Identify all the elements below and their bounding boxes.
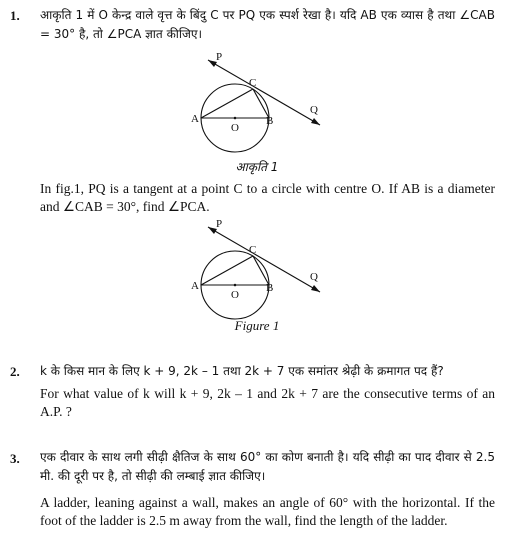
label-p: P xyxy=(216,218,223,230)
question-text-hindi: आकृति 1 में O केन्द्र वाले वृत्त के बिंदु C पर PQ एक स्पर्श रेखा है। यदि AB एक व्यास है तथा ∠CAB = 30° है, तो ∠PCA ज्ञात कीजिए। xyxy=(40,8,495,41)
label-b: B xyxy=(266,115,274,127)
question-number: 2. xyxy=(10,364,20,379)
question-text-english: A ladder, leaning against a wall, makes an angle of 60° with the horizontal. If the foot of the ladder is 2.5 m away from the wall, find the length of the ladder. xyxy=(40,495,495,528)
label-c: C xyxy=(249,244,257,256)
question-number: 3. xyxy=(10,451,20,466)
figure-circle-tangent-english xyxy=(180,217,340,327)
label-o: O xyxy=(231,289,239,301)
label-c: C xyxy=(249,77,257,89)
label-o: O xyxy=(231,122,239,134)
question-number: 1. xyxy=(10,8,20,23)
question-text-hindi: एक दीवार के साथ लगी सीढ़ी क्षैतिज के साथ 60° का कोण बनाती है। यदि सीढ़ी का पाद दीवार से 2.5 मी. की दूरी पर है, तो सीढ़ी की लम्बाई ज्ञात कीजिए। xyxy=(40,450,495,483)
figure-caption-english: Figure 1 xyxy=(234,318,280,333)
question-text-english: For what value of k will k + 9, 2k – 1 and 2k + 7 are the consecutive terms of an A.P. ? xyxy=(40,386,495,419)
label-q: Q xyxy=(310,104,318,116)
label-q: Q xyxy=(310,271,318,283)
question-text-english: In fig.1, PQ is a tangent at a point C to a circle with centre O. If AB is a diameter and ∠CAB = 30°, find ∠PCA. xyxy=(40,181,495,214)
label-a: A xyxy=(191,113,199,125)
question-text-hindi: k के किस मान के लिए k + 9, 2k – 1 तथा 2k + 7 एक समांतर श्रेढ़ी के क्रमागत पद हैं? xyxy=(40,364,444,378)
label-p: P xyxy=(216,51,223,63)
figure-circle-tangent-hindi xyxy=(180,50,340,160)
label-b: B xyxy=(266,282,274,294)
figure-caption-hindi: आकृति 1 xyxy=(235,160,279,174)
label-a: A xyxy=(191,280,199,292)
